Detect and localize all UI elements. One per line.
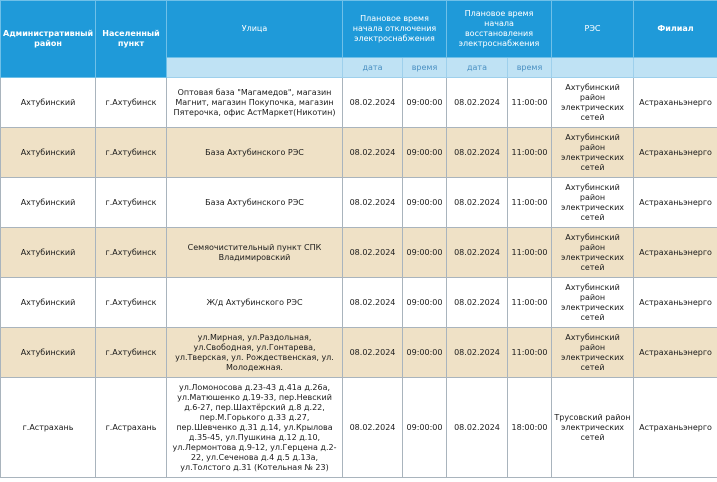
cell-district: Ахтубинский	[1, 178, 96, 228]
col-off-start-header: Плановое время начала отключения электроснабжения	[343, 1, 447, 58]
cell-on-date: 08.02.2024	[447, 78, 508, 128]
cell-off-time: 09:00:00	[403, 128, 447, 178]
subheader-blank	[634, 58, 717, 78]
cell-on-date: 08.02.2024	[447, 228, 508, 278]
cell-street: Семяочистительный пункт СПК Владимировский	[167, 228, 343, 278]
cell-street: Ж/д Ахтубинского РЭС	[167, 278, 343, 328]
table-row	[1, 228, 717, 278]
cell-res: Ахтубинский район электрических сетей	[552, 328, 634, 378]
cell-street: ул.Мирная, ул.Раздольная, ул.Свободная, ул.Гонтарева, ул.Тверская, ул. Рождественская, ул. Молодежная.	[167, 328, 343, 378]
cell-district: Ахтубинский	[1, 228, 96, 278]
cell-off-time: 09:00:00	[403, 328, 447, 378]
table-row	[1, 378, 717, 478]
cell-off-time: 09:00:00	[403, 378, 447, 478]
cell-locality: г.Ахтубинск	[96, 178, 167, 228]
cell-district: г.Астрахань	[1, 378, 96, 478]
cell-res: Ахтубинский район электрических сетей	[552, 178, 634, 228]
table-row	[1, 278, 717, 328]
cell-on-date: 08.02.2024	[447, 278, 508, 328]
cell-off-date: 08.02.2024	[343, 228, 403, 278]
cell-res: Ахтубинский район электрических сетей	[552, 78, 634, 128]
cell-locality: г.Ахтубинск	[96, 128, 167, 178]
cell-street: Оптовая база "Магамедов", магазин Магнит, магазин Покупочка, магазин Пятерочка, офис АстМаркет(Никотин)	[167, 78, 343, 128]
col-district-header: Административный район	[1, 1, 96, 78]
cell-res: Ахтубинский район электрических сетей	[552, 278, 634, 328]
cell-branch: Астраханьэнерго	[634, 278, 717, 328]
table-header	[1, 1, 717, 78]
cell-locality: г.Ахтубинск	[96, 278, 167, 328]
subheader-blank	[167, 58, 343, 78]
cell-off-date: 08.02.2024	[343, 128, 403, 178]
cell-district: Ахтубинский	[1, 78, 96, 128]
cell-on-date: 08.02.2024	[447, 328, 508, 378]
col-locality-header: Населенный пункт	[96, 1, 167, 78]
cell-street: База Ахтубинского РЭС	[167, 128, 343, 178]
col-res-header: РЭС	[552, 1, 634, 58]
cell-branch: Астраханьэнерго	[634, 328, 717, 378]
col-restore-header: Плановое время начала восстановления электроснабжения	[447, 1, 552, 58]
cell-on-time: 11:00:00	[508, 178, 552, 228]
subheader-on-time: время	[508, 58, 552, 78]
subheader-on-date: дата	[447, 58, 508, 78]
cell-on-time: 11:00:00	[508, 278, 552, 328]
table-row	[1, 328, 717, 378]
cell-locality: г.Ахтубинск	[96, 78, 167, 128]
cell-on-date: 08.02.2024	[447, 128, 508, 178]
cell-off-time: 09:00:00	[403, 178, 447, 228]
cell-district: Ахтубинский	[1, 278, 96, 328]
cell-on-time: 11:00:00	[508, 128, 552, 178]
cell-branch: Астраханьэнерго	[634, 128, 717, 178]
cell-locality: г.Ахтубинск	[96, 328, 167, 378]
cell-district: Ахтубинский	[1, 128, 96, 178]
cell-on-date: 08.02.2024	[447, 178, 508, 228]
cell-on-date: 08.02.2024	[447, 378, 508, 478]
cell-locality: г.Астрахань	[96, 378, 167, 478]
cell-off-time: 09:00:00	[403, 278, 447, 328]
cell-res: Ахтубинский район электрических сетей	[552, 228, 634, 278]
cell-locality: г.Ахтубинск	[96, 228, 167, 278]
cell-off-date: 08.02.2024	[343, 278, 403, 328]
table-row	[1, 178, 717, 228]
cell-on-time: 11:00:00	[508, 78, 552, 128]
header-row	[1, 1, 717, 58]
subheader-blank	[552, 58, 634, 78]
cell-district: Ахтубинский	[1, 328, 96, 378]
cell-off-date: 08.02.2024	[343, 328, 403, 378]
col-street-header: Улица	[167, 1, 343, 58]
cell-on-time: 11:00:00	[508, 328, 552, 378]
col-branch-header: Филиал	[634, 1, 717, 58]
cell-off-time: 09:00:00	[403, 78, 447, 128]
cell-res: Ахтубинский район электрических сетей	[552, 128, 634, 178]
cell-res: Трусовский район электрических сетей	[552, 378, 634, 478]
cell-branch: Астраханьэнерго	[634, 378, 717, 478]
table-body	[1, 78, 717, 478]
cell-off-date: 08.02.2024	[343, 178, 403, 228]
table-row	[1, 78, 717, 128]
cell-street: ул.Ломоносова д.23-43 д.41а д.26а, ул.Матюшенко д.19-33, пер.Невский д.6-27, пер.Шахтёрский д.8 д.22, пер.М.Горького д.33 д.27, пер.Шевченко д.31 д.14, ул.Крылова д.35-45, ул.Пушкина д.12 д.10, ул.Лермонтова д.9-12, ул.Герцена д.2-22, ул.Сеченова д.4 д.5 д.13а, ул.Толстого д.31 (Котельная № 23)	[167, 378, 343, 478]
cell-off-date: 08.02.2024	[343, 378, 403, 478]
cell-on-time: 11:00:00	[508, 228, 552, 278]
subheader-off-time: время	[403, 58, 447, 78]
cell-branch: Астраханьэнерго	[634, 178, 717, 228]
cell-on-time: 18:00:00	[508, 378, 552, 478]
cell-street: База Ахтубинского РЭС	[167, 178, 343, 228]
subheader-off-date: дата	[343, 58, 403, 78]
cell-branch: Астраханьэнерго	[634, 228, 717, 278]
cell-off-time: 09:00:00	[403, 228, 447, 278]
table-row	[1, 128, 717, 178]
cell-branch: Астраханьэнерго	[634, 78, 717, 128]
cell-off-date: 08.02.2024	[343, 78, 403, 128]
